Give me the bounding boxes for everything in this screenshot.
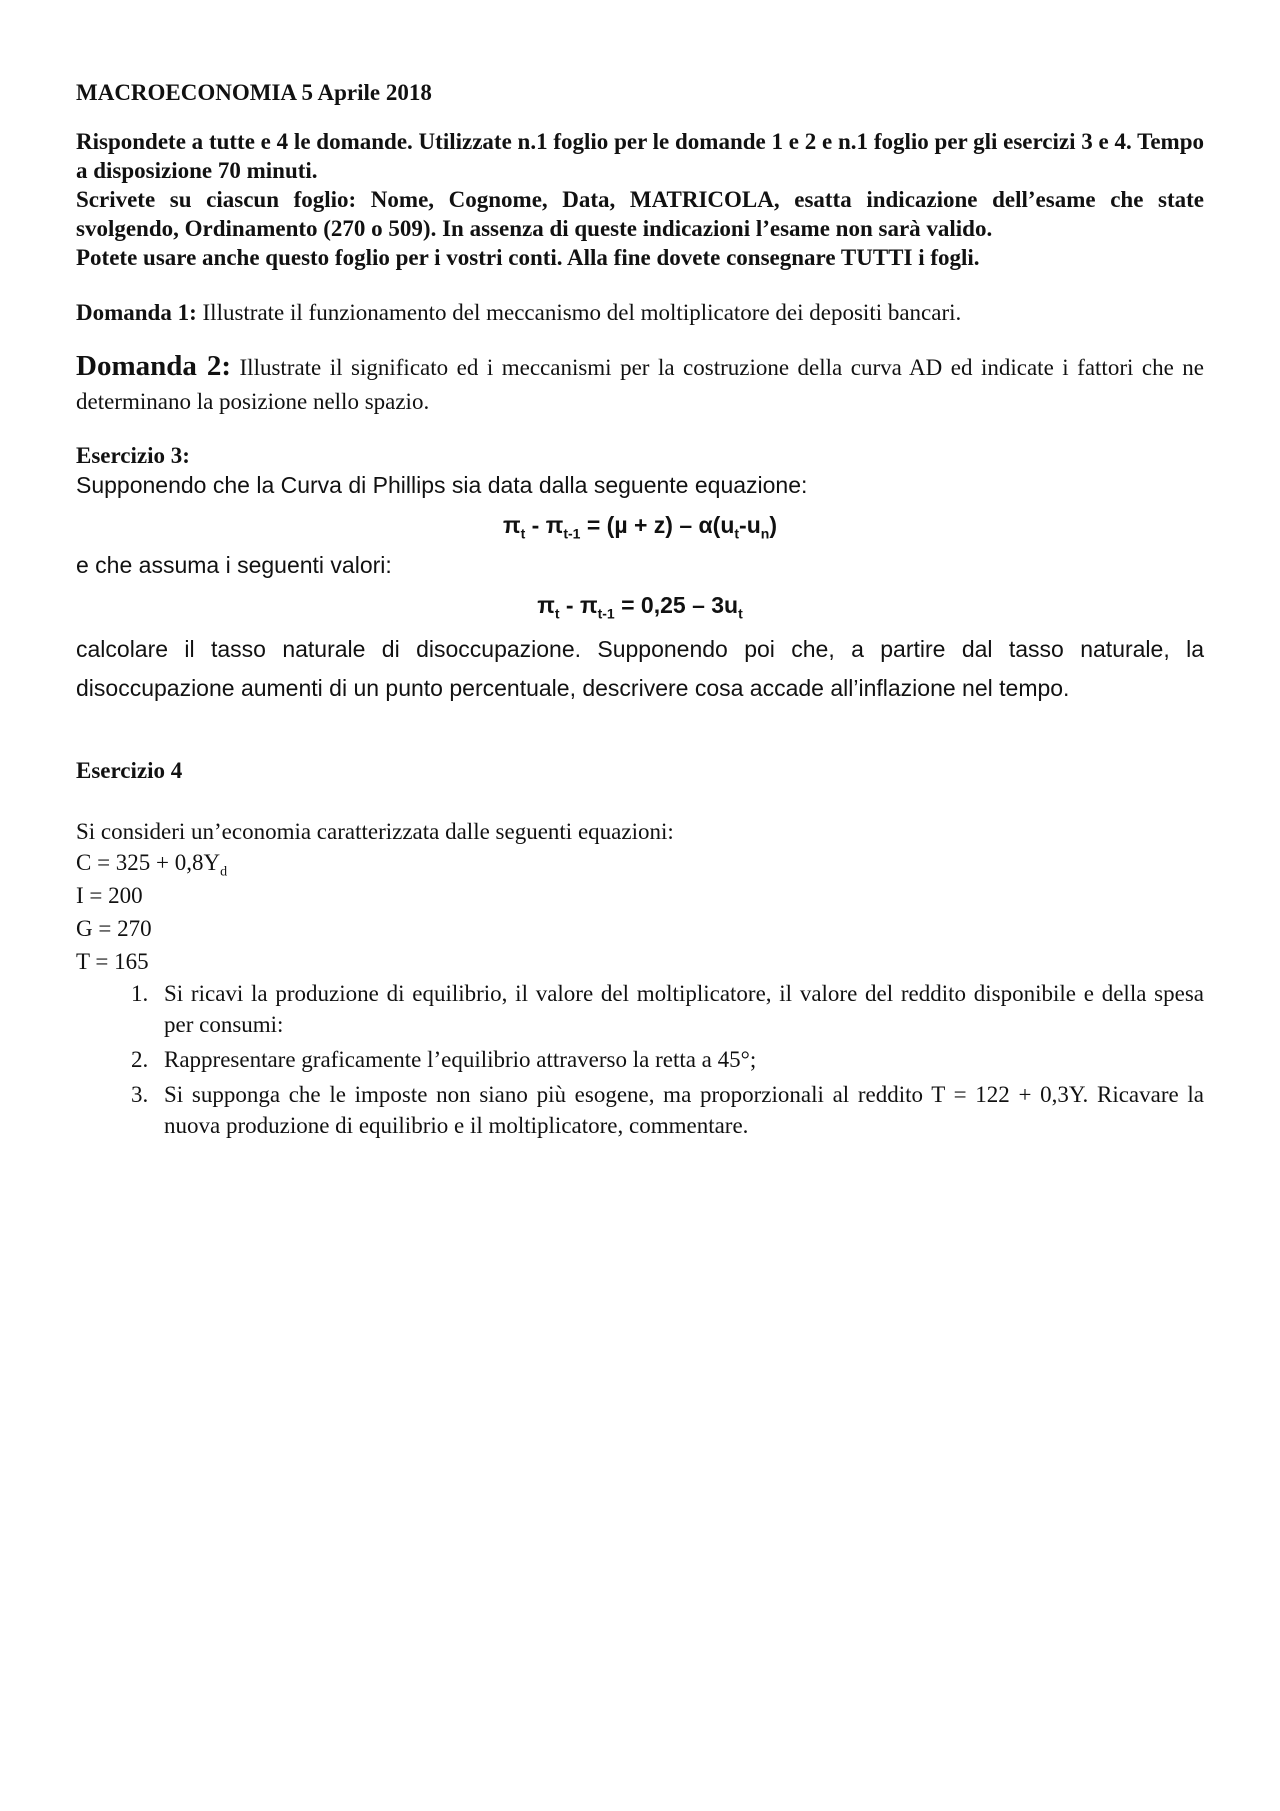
instructions-line-2: Scrivete su ciascun foglio: Nome, Cognome, Data, MATRICOLA, esatta indicazione dell’esame che state svolgendo, Ordinamento (270 o 509). In assenza di queste indicazioni l’esame non sarà valido. xyxy=(76,187,1204,241)
esercizio-4-equations xyxy=(76,846,1204,978)
f1-pi: π xyxy=(502,512,521,538)
phillips-values-equation xyxy=(76,590,1204,620)
f1-minus: - xyxy=(525,512,546,538)
domanda-1 xyxy=(76,298,1204,327)
task-item: 2. Rappresentare graficamente l’equilibrio attraverso la retta a 45°; xyxy=(154,1044,1204,1075)
f1-close: ) xyxy=(769,512,777,538)
exam-instructions xyxy=(76,127,1204,272)
equation-consumption xyxy=(76,846,1204,879)
f1-mid: = (µ + z) – α(u xyxy=(580,512,735,538)
domanda-2-label: Domanda 2: xyxy=(76,350,232,382)
equation-investment: I = 200 xyxy=(76,883,143,908)
esercizio-4-intro: Si consideri un’economia caratterizzata dalle seguenti equazioni: xyxy=(76,819,674,844)
esercizio-3-values-intro: e che assuma i seguenti valori: xyxy=(76,552,392,578)
esercizio-3-intro: Supponendo che la Curva di Phillips sia data dalla seguente equazione: xyxy=(76,472,808,498)
domanda-1-label: Domanda 1: xyxy=(76,300,197,325)
f1-sub-t-2: t xyxy=(734,525,740,542)
domanda-2 xyxy=(76,349,1204,419)
task-item: 1. Si ricavi la produzione di equilibrio, il valore del moltiplicatore, il valore del reddito disponibile e della spesa per consumi: xyxy=(154,978,1204,1040)
equation-government: G = 270 xyxy=(76,916,152,941)
instructions-line-3: Potete usare anche questo foglio per i vostri conti. Alla fine dovete consegnare TUTTI i fogli. xyxy=(76,245,980,270)
f2-pi: π xyxy=(537,592,555,618)
esercizio-3-heading xyxy=(76,441,1204,470)
esercizio-3-heading-text: Esercizio 3: xyxy=(76,443,190,468)
f1-pi-2: π xyxy=(545,512,564,538)
equation-taxes: T = 165 xyxy=(76,949,149,974)
f1-sub-t1: t-1 xyxy=(563,525,581,542)
domanda-1-text: Illustrate il funzionamento del meccanismo del moltiplicatore dei depositi bancari. xyxy=(196,300,962,325)
f2-sub-t1: t-1 xyxy=(597,605,615,622)
esercizio-4-tasks xyxy=(76,978,1204,1141)
f1-sub-t: t xyxy=(520,525,526,542)
domanda-2-text: Illustrate il significato ed i meccanismi per la costruzione della curva AD ed indicate i fattori che ne determinano la posizione nello spazio. xyxy=(76,355,1204,414)
phillips-equation xyxy=(76,510,1204,540)
f2-sub-t: t xyxy=(554,605,560,622)
esercizio-3 xyxy=(76,441,1204,708)
f1-sub-n: n xyxy=(760,525,770,542)
equation-consumption-sub: d xyxy=(220,864,228,880)
f2-minus: - xyxy=(559,592,580,618)
esercizio-3-question: calcolare il tasso naturale di disoccupazione. Supponendo poi che, a partire dal tasso naturale, la disoccupazione aumenti di un punto percentuale, descrivere cosa accade all’inflazione nel tempo. xyxy=(76,636,1204,701)
exam-title: MACROECONOMIA 5 Aprile 2018 xyxy=(76,80,432,105)
esercizio-4-heading: Esercizio 4 xyxy=(76,758,183,783)
f2-rhs: = 0,25 – 3u xyxy=(614,592,739,618)
f2-pi-2: π xyxy=(579,592,598,618)
f2-sub-tt: t xyxy=(738,605,743,622)
task-item: 3. Si supponga che le imposte non siano più esogene, ma proporzionali al reddito T = 122 + 0,3Y. Ricavare la nuova produzione di equilibrio e il moltiplicatore, commentare. xyxy=(154,1079,1204,1141)
f1-dash: -u xyxy=(739,512,761,538)
equation-consumption-text: C = 325 + 0,8Y xyxy=(76,850,221,875)
instructions-line-1: Rispondete a tutte e 4 le domande. Utilizzate n.1 foglio per le domande 1 e 2 e n.1 foglio per gli esercizi 3 e 4. Tempo a disposizione 70 minuti. xyxy=(76,129,1204,183)
